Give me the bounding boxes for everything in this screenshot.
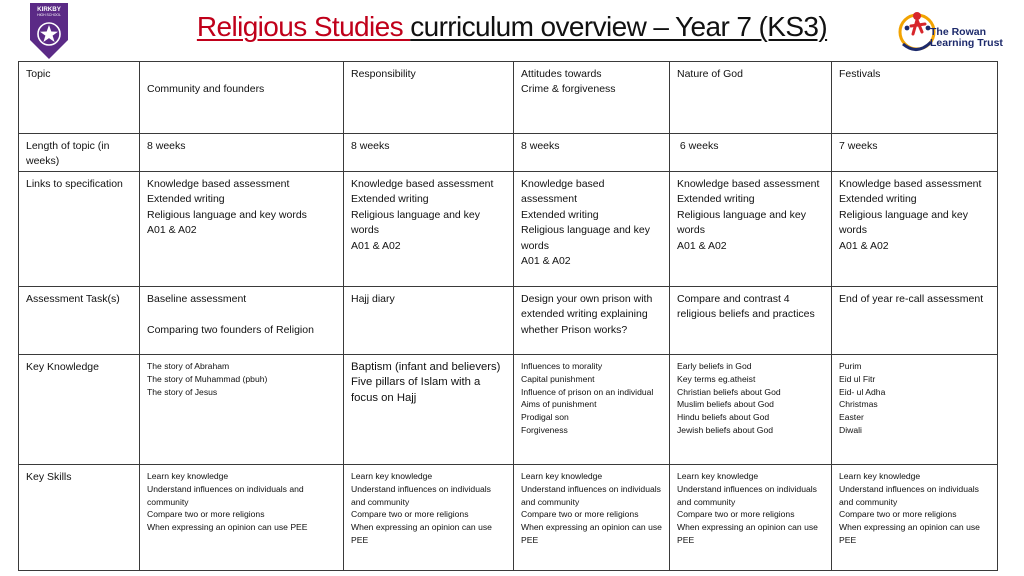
cell-content	[839, 292, 991, 307]
cell-line: Christian beliefs about God	[677, 386, 781, 397]
table-cell	[344, 355, 514, 465]
cell-content	[521, 67, 663, 98]
cell-line: Extended writing	[147, 193, 225, 206]
cell-line: Understand influences on individuals and community	[351, 483, 494, 507]
cell-line: Knowledge based assessment	[351, 178, 494, 190]
cell-content	[351, 67, 507, 82]
cell-content	[839, 67, 991, 82]
cell-line: Eid- ul Adha	[839, 386, 886, 397]
table-cell	[140, 62, 344, 134]
cell-line: A01 & A02	[839, 239, 889, 252]
cell-line: Influence of prison on an individual	[521, 386, 654, 397]
school-logo-name: KIRKBY	[37, 6, 61, 13]
cell-line: Diwali	[839, 424, 862, 435]
table-cell	[514, 62, 670, 134]
cell-line: Aims of punishment	[521, 399, 597, 410]
cell-line: Extended writing	[521, 208, 599, 221]
table-cell	[670, 62, 832, 134]
cell-line: Religious language and key words	[677, 208, 809, 237]
cell-line: Influences to morality	[521, 361, 603, 371]
table-cell	[514, 134, 670, 172]
cell-content	[839, 177, 991, 254]
cell-line: When expressing an opinion can use PEE	[839, 522, 983, 545]
cell-content	[351, 139, 507, 154]
cell-content	[147, 139, 337, 154]
table-cell	[832, 355, 998, 465]
cell-line: Responsibility	[351, 68, 416, 80]
title-rest: curriculum overview – Year 7 (KS3)	[410, 11, 828, 42]
table-cell	[140, 465, 344, 571]
cell-line: Compare and contrast 4 religious beliefs and practices	[677, 293, 815, 321]
cell-line: The story of Jesus	[147, 386, 218, 397]
cell-content	[521, 139, 663, 154]
table-cell	[514, 355, 670, 465]
cell-line: Forgiveness	[521, 424, 568, 435]
cell-line: Festivals	[839, 68, 881, 80]
cell-line: Design your own prison with extended writing explaining whether Prison works?	[521, 293, 656, 336]
cell-line: Attitudes towards	[521, 68, 602, 80]
cell-line: When expressing an opinion can use PEE	[677, 522, 821, 545]
cell-content	[839, 139, 991, 154]
table-cell	[140, 355, 344, 465]
cell-line: Religious language and key words	[147, 208, 307, 221]
cell-line: Crime & forgiveness	[521, 83, 616, 96]
table-cell	[832, 465, 998, 571]
table-cell	[514, 287, 670, 355]
cell-line: Hindu beliefs about God	[677, 412, 770, 423]
school-logo-subtitle: HIGH SCHOOL	[37, 13, 61, 17]
cell-line: Extended writing	[839, 193, 917, 206]
cell-content	[839, 360, 991, 437]
table-row-assessment	[19, 287, 998, 355]
cell-line: When expressing an opinion can use PEE	[147, 522, 308, 533]
cell-line: A01 & A02	[521, 255, 571, 268]
cell-line: Compare two or more religions	[147, 509, 265, 520]
row-label: Assessment Task(s)	[19, 287, 140, 355]
cell-content	[147, 292, 337, 338]
table-cell	[140, 172, 344, 287]
cell-line: Knowledge based assessment	[677, 178, 820, 190]
cell-content	[839, 470, 991, 547]
cell-content	[147, 67, 337, 98]
cell-line: Eid ul Fitr	[839, 373, 876, 384]
title-highlight: Religious Studies	[196, 11, 411, 42]
table-cell	[344, 134, 514, 172]
cell-line: Learn key knowledge	[521, 471, 603, 481]
cell-line: Understand influences on individuals and community	[521, 483, 664, 507]
cell-content	[521, 470, 663, 547]
cell-content	[677, 67, 825, 82]
table-row-length	[19, 134, 998, 172]
table-cell	[514, 172, 670, 287]
cell-line: Knowledge based assessment	[521, 178, 608, 206]
cell-line: Religious language and key words	[351, 208, 483, 237]
cell-line: 8 weeks	[521, 140, 560, 152]
cell-line: Key terms eg.atheist	[677, 373, 756, 384]
cell-content	[677, 292, 825, 323]
table-cell	[670, 287, 832, 355]
table-cell	[344, 287, 514, 355]
cell-line	[147, 67, 337, 82]
table-row-knowledge	[19, 355, 998, 465]
row-label: Key Skills	[19, 465, 140, 571]
cell-content	[677, 470, 825, 547]
table-cell	[832, 134, 998, 172]
table-cell	[140, 134, 344, 172]
table-cell	[832, 172, 998, 287]
curriculum-table	[18, 61, 998, 571]
cell-line: Compare two or more religions	[839, 509, 957, 520]
cell-line: 8 weeks	[351, 140, 390, 152]
cell-line: A01 & A02	[677, 239, 727, 252]
cell-line: Knowledge based assessment	[147, 178, 290, 190]
cell-line: When expressing an opinion can use PEE	[351, 522, 495, 545]
cell-line: A01 & A02	[147, 224, 197, 237]
table-cell	[670, 134, 832, 172]
page-title	[0, 10, 1024, 44]
cell-line: Compare two or more religions	[351, 509, 469, 520]
cell-content	[677, 177, 825, 254]
table-cell	[514, 465, 670, 571]
cell-line: 8 weeks	[147, 140, 186, 152]
table-cell	[344, 172, 514, 287]
cell-line: Extended writing	[677, 193, 755, 206]
cell-line: 6 weeks	[677, 140, 719, 152]
trust-logo-line-1: The Rowan	[930, 26, 987, 38]
cell-line: Understand influences on individuals and community	[147, 483, 307, 507]
cell-line: Religious language and key words	[521, 224, 653, 252]
cell-content	[521, 177, 663, 269]
cell-line	[147, 307, 337, 322]
cell-line: Religious language and key words	[839, 208, 971, 237]
cell-content	[147, 360, 337, 398]
cell-content	[147, 470, 337, 534]
cell-line: 7 weeks	[839, 140, 878, 152]
row-label: Key Knowledge	[19, 355, 140, 465]
cell-line: Easter	[839, 412, 864, 423]
cell-line: Christmas	[839, 399, 878, 410]
cell-line: Jewish beliefs about God	[677, 424, 774, 435]
cell-content	[521, 360, 663, 437]
cell-line: Learn key knowledge	[839, 471, 921, 481]
trust-logo-text	[930, 27, 1003, 49]
table-cell	[670, 172, 832, 287]
cell-content	[677, 139, 825, 154]
cell-line: End of year re-call assessment	[839, 293, 984, 305]
cell-line: Compare two or more religions	[677, 509, 795, 520]
cell-line: A01 & A02	[351, 239, 401, 252]
cell-line: Five pillars of Islam with a focus on Hajj	[351, 376, 484, 404]
row-label: Links to specification	[19, 172, 140, 287]
table-cell	[670, 355, 832, 465]
cell-content	[351, 177, 507, 254]
cell-line: Learn key knowledge	[147, 471, 229, 481]
table-cell	[832, 62, 998, 134]
cell-content	[351, 292, 507, 307]
cell-line: Extended writing	[351, 193, 429, 206]
cell-line: Comparing two founders of Religion	[147, 323, 314, 336]
cell-line: The story of Muhammad (pbuh)	[147, 373, 268, 384]
cell-line: The story of Abraham	[147, 361, 230, 371]
table-row-topic	[19, 62, 998, 134]
cell-line: Community and founders	[147, 83, 265, 96]
cell-line: Learn key knowledge	[677, 471, 759, 481]
row-label: Length of topic (in weeks)	[19, 134, 140, 172]
table-cell	[344, 465, 514, 571]
cell-line: Baptism (infant and believers)	[351, 361, 501, 373]
trust-logo-line-2: Learning Trust	[930, 37, 1003, 49]
cell-line: Prodigal son	[521, 412, 569, 423]
cell-line: Hajj diary	[351, 293, 395, 305]
cell-line: Baseline assessment	[147, 293, 247, 305]
cell-line: Early beliefs in God	[677, 361, 752, 371]
table-cell	[140, 287, 344, 355]
cell-line: Capital punishment	[521, 373, 595, 384]
cell-content	[351, 470, 507, 547]
cell-content	[677, 360, 825, 437]
cell-line: Knowledge based assessment	[839, 178, 982, 190]
table-cell	[670, 465, 832, 571]
cell-line: Learn key knowledge	[351, 471, 433, 481]
table-cell	[832, 287, 998, 355]
cell-line: Compare two or more religions	[521, 509, 639, 520]
table-cell	[344, 62, 514, 134]
table-row-skills	[19, 465, 998, 571]
cell-line: Purim	[839, 361, 862, 371]
cell-content	[147, 177, 337, 239]
cell-content	[521, 292, 663, 338]
cell-line: Muslim beliefs about God	[677, 399, 774, 410]
cell-line: Understand influences on individuals and community	[677, 483, 820, 507]
cell-line: When expressing an opinion can use PEE	[521, 522, 665, 545]
cell-line: Nature of God	[677, 68, 743, 80]
cell-line: Understand influences on individuals and community	[839, 483, 982, 507]
row-label: Topic	[19, 62, 140, 134]
cell-content	[351, 360, 507, 406]
table-row-links	[19, 172, 998, 287]
